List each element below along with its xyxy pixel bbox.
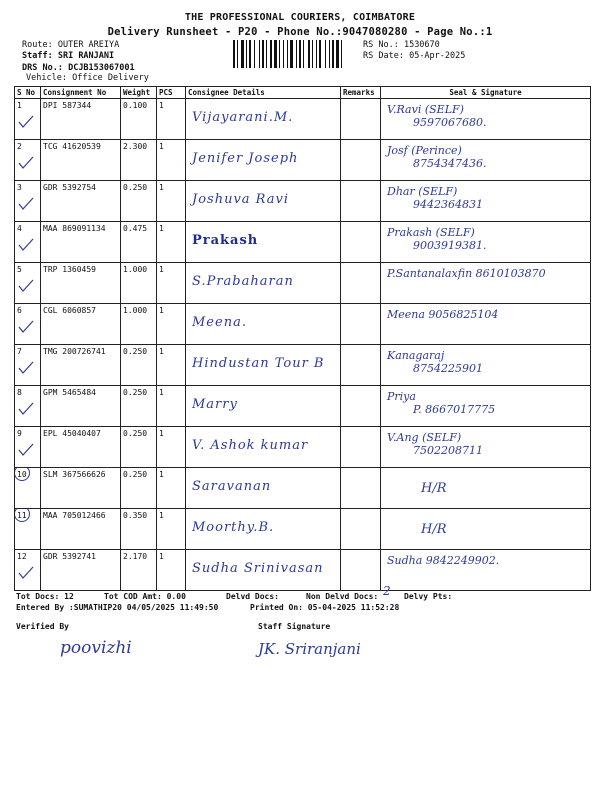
non-delivered-docs: Non Delvd Docs:	[306, 592, 379, 601]
row-weight: 0.250	[121, 427, 157, 468]
row-consignee-cell	[186, 468, 341, 509]
table-row	[15, 263, 591, 304]
table-row	[15, 550, 591, 591]
barcode-image	[233, 40, 355, 68]
row-consignee-cell	[186, 263, 341, 304]
row-remarks	[341, 181, 381, 222]
row-signature-cell	[381, 304, 591, 345]
row-sno-cell	[15, 386, 41, 427]
row-weight: 0.350	[121, 509, 157, 550]
total-docs: Tot Docs: 12	[16, 592, 74, 601]
row-consignee: V. Ashok kumar	[192, 438, 309, 453]
drs-label: DRS No.:	[22, 63, 63, 73]
delivery-points: Delvy Pts:	[404, 592, 453, 601]
total-cod: Tot COD Amt: 0.00	[104, 592, 186, 601]
row-remarks	[341, 386, 381, 427]
row-remarks	[341, 468, 381, 509]
verified-by-label: Verified By	[16, 622, 69, 631]
row-consignee: Jenifer Joseph	[192, 151, 299, 166]
row-signature	[387, 390, 495, 416]
row-sno-cell	[15, 263, 41, 304]
row-consignment-no: TRP 1360459	[41, 263, 121, 304]
table-header-row	[15, 87, 591, 99]
row-pcs: 1	[157, 550, 186, 591]
rs-no-label: RS No.:	[363, 40, 399, 50]
row-consignment-no: CGL 6060857	[41, 304, 121, 345]
signature-line-1: H/R	[421, 522, 447, 537]
rs-date-line	[363, 51, 465, 62]
check-mark-icon	[17, 443, 35, 457]
drs-value: DCJB153067001	[68, 63, 135, 73]
staff-line	[22, 51, 114, 62]
row-consignee: Prakash	[192, 233, 259, 248]
row-sno-cell	[15, 427, 41, 468]
table-row	[15, 140, 591, 181]
row-sno: 1	[17, 101, 22, 110]
row-consignment-no: MAA 869091134	[41, 222, 121, 263]
row-sno-cell	[15, 222, 41, 263]
signature-line-1: Kanagaraj	[387, 349, 445, 362]
row-pcs: 1	[157, 427, 186, 468]
rs-date-value: 05-Apr-2025	[409, 51, 466, 61]
row-consignment-no: GPM 5465484	[41, 386, 121, 427]
row-weight: 2.170	[121, 550, 157, 591]
vehicle-label: Vehicle:	[26, 73, 67, 83]
table-row	[15, 345, 591, 386]
row-weight: 0.250	[121, 468, 157, 509]
row-signature-cell	[381, 427, 591, 468]
row-signature-cell	[381, 550, 591, 591]
signature-line-2: 8754347436.	[413, 157, 487, 170]
row-sno-cell	[15, 345, 41, 386]
staff-label: Staff:	[22, 51, 53, 61]
row-consignment-no: GDR 5392741	[41, 550, 121, 591]
staff-signature: JK. Sriranjani	[258, 640, 361, 658]
row-consignee-cell	[186, 140, 341, 181]
signature-line-1: V.Ravi (SELF)	[387, 103, 464, 116]
check-mark-icon	[17, 238, 35, 252]
route-value: OUTER AREIYA	[57, 40, 120, 50]
staff-value: SRI RANJANI	[57, 51, 115, 61]
row-consignee-cell	[186, 345, 341, 386]
row-consignee-cell	[186, 222, 341, 263]
row-weight: 1.000	[121, 304, 157, 345]
row-weight: 2.300	[121, 140, 157, 181]
row-signature	[421, 482, 447, 495]
row-consignee: Vijayarani.M.	[192, 110, 294, 125]
row-consignment-no: TCG 41620539	[41, 140, 121, 181]
row-signature	[387, 185, 483, 211]
rs-no-value: 1530670	[403, 40, 440, 50]
row-sno: 12	[17, 552, 27, 561]
table-row	[15, 386, 591, 427]
table-row	[15, 509, 591, 550]
delivered-docs: Delvd Docs:	[226, 592, 279, 601]
row-consignment-no: MAA 705012466	[41, 509, 121, 550]
col-header-sno: S No	[15, 87, 41, 99]
row-consignee: Saravanan	[192, 479, 272, 494]
row-consignee-cell	[186, 99, 341, 140]
signature-line-2: 9597067680.	[413, 116, 487, 129]
circle-mark	[15, 509, 31, 523]
row-sno: 8	[17, 388, 22, 397]
col-header-signature: Seal & Signature	[381, 87, 591, 99]
delivery-table	[14, 86, 591, 591]
rs-no-line	[363, 40, 440, 51]
row-remarks	[341, 550, 381, 591]
row-sno-cell	[15, 181, 41, 222]
signature-line-1: H/R	[421, 481, 447, 496]
row-pcs: 1	[157, 345, 186, 386]
entered-by: Entered By :SUMATHIP20 04/05/2025 11:49:50	[16, 603, 219, 612]
row-consignee-cell	[186, 386, 341, 427]
table-row	[15, 427, 591, 468]
row-consignment-no: TMG 200726741	[41, 345, 121, 386]
row-signature-cell	[381, 468, 591, 509]
row-consignee-cell	[186, 181, 341, 222]
route-line	[22, 40, 119, 51]
row-signature-cell	[381, 99, 591, 140]
row-consignee: Joshuva Ravi	[192, 192, 290, 207]
signature-line-1: Prakash (SELF)	[387, 226, 475, 239]
row-sno: 3	[17, 183, 22, 192]
row-sno-cell	[15, 468, 41, 509]
row-signature	[387, 226, 486, 252]
runsheet-subtitle: Delivery Runsheet - P20 - Phone No.:9047080280 - Page No.:1	[107, 26, 493, 38]
row-consignee: Moorthy.B.	[192, 520, 275, 535]
signature-line-1: Meena 9056825104	[387, 308, 499, 321]
col-header-consignee: Consignee Details	[186, 87, 341, 99]
row-pcs: 1	[157, 181, 186, 222]
row-signature	[421, 523, 447, 536]
check-mark-icon	[17, 320, 35, 334]
row-consignment-no: EPL 45040407	[41, 427, 121, 468]
row-remarks	[341, 140, 381, 181]
row-remarks	[341, 427, 381, 468]
signature-line-2: 7502208711	[413, 444, 483, 457]
row-signature-cell	[381, 386, 591, 427]
check-mark-icon	[17, 361, 35, 375]
row-pcs: 1	[157, 99, 186, 140]
row-signature	[387, 554, 499, 567]
row-signature	[387, 103, 486, 129]
signature-line-1: Josf (Perince)	[387, 144, 462, 157]
row-signature-cell	[381, 263, 591, 304]
check-mark-icon	[17, 402, 35, 416]
row-remarks	[341, 509, 381, 550]
col-header-remarks: Remarks	[341, 87, 381, 99]
row-weight: 0.250	[121, 345, 157, 386]
signature-line-1: Sudha 9842249902.	[387, 554, 500, 567]
row-remarks	[341, 99, 381, 140]
row-consignee: Hindustan Tour B	[192, 356, 325, 371]
row-sno: 2	[17, 142, 22, 151]
row-consignee: Marry	[192, 397, 238, 412]
signature-line-1: P.Santanalaxfin 8610103870	[387, 267, 546, 280]
row-weight: 0.250	[121, 181, 157, 222]
route-label: Route:	[22, 40, 53, 50]
signature-line-2: 8754225901	[413, 362, 483, 375]
row-consignee-cell	[186, 509, 341, 550]
row-signature-cell	[381, 140, 591, 181]
row-sno-cell	[15, 509, 41, 550]
row-signature	[387, 349, 483, 375]
circle-mark	[15, 468, 31, 482]
row-consignment-no: DPI 587344	[41, 99, 121, 140]
row-pcs: 1	[157, 304, 186, 345]
row-signature	[387, 431, 483, 457]
col-header-weight: Weight	[121, 87, 157, 99]
row-pcs: 1	[157, 263, 186, 304]
non-delivered-count: 2	[383, 584, 391, 598]
row-sno: 10	[17, 470, 27, 479]
col-header-pcs: PCS	[157, 87, 186, 99]
rs-date-label: RS Date:	[363, 51, 404, 61]
check-mark-icon	[17, 279, 35, 293]
row-signature-cell	[381, 222, 591, 263]
row-weight: 0.475	[121, 222, 157, 263]
row-consignment-no: SLM 367566626	[41, 468, 121, 509]
row-sno: 7	[17, 347, 22, 356]
row-weight: 0.100	[121, 99, 157, 140]
signature-line-1: Priya	[387, 390, 416, 403]
verified-by-signature: poovizhi	[60, 638, 132, 658]
row-pcs: 1	[157, 222, 186, 263]
row-consignment-no: GDR 5392754	[41, 181, 121, 222]
row-consignee-cell	[186, 550, 341, 591]
row-sno: 5	[17, 265, 22, 274]
row-weight: 1.000	[121, 263, 157, 304]
staff-signature-label: Staff Signature	[258, 622, 331, 631]
company-title: THE PROFESSIONAL COURIERS, COIMBATORE	[184, 12, 416, 23]
row-sno-cell	[15, 550, 41, 591]
row-remarks	[341, 304, 381, 345]
printed-on: Printed On: 05-04-2025 11:52:28	[250, 603, 400, 612]
row-sno: 9	[17, 429, 22, 438]
row-signature-cell	[381, 509, 591, 550]
row-consignee: S.Prabaharan	[192, 274, 294, 289]
row-remarks	[341, 345, 381, 386]
table-row	[15, 468, 591, 509]
table-row	[15, 99, 591, 140]
signature-line-1: V.Ang (SELF)	[387, 431, 462, 444]
check-mark-icon	[17, 566, 35, 580]
row-pcs: 1	[157, 140, 186, 181]
vehicle-value: Office Delivery	[72, 73, 149, 83]
row-sno: 11	[17, 511, 27, 520]
row-signature	[387, 308, 498, 321]
table-row	[15, 222, 591, 263]
row-signature-cell	[381, 345, 591, 386]
signature-line-2: 9442364831	[413, 198, 483, 211]
vehicle-line	[26, 73, 149, 84]
row-sno: 6	[17, 306, 22, 315]
check-mark-icon	[17, 156, 35, 170]
row-signature-cell	[381, 181, 591, 222]
row-signature	[387, 267, 546, 280]
check-mark-icon	[17, 197, 35, 211]
row-consignee-cell	[186, 304, 341, 345]
signature-line-2: P. 8667017775	[413, 403, 496, 416]
signature-line-1: Dhar (SELF)	[387, 185, 458, 198]
row-sno-cell	[15, 99, 41, 140]
row-sno-cell	[15, 304, 41, 345]
row-consignee: Meena.	[192, 315, 247, 330]
row-remarks	[341, 222, 381, 263]
row-consignee-cell	[186, 427, 341, 468]
row-remarks	[341, 263, 381, 304]
row-pcs: 1	[157, 468, 186, 509]
row-signature	[387, 144, 486, 170]
row-consignee: Sudha Srinivasan	[192, 561, 324, 576]
check-mark-icon	[17, 115, 35, 129]
row-pcs: 1	[157, 386, 186, 427]
signature-line-2: 9003919381.	[413, 239, 487, 252]
row-sno-cell	[15, 140, 41, 181]
row-pcs: 1	[157, 509, 186, 550]
table-row	[15, 304, 591, 345]
row-weight: 0.250	[121, 386, 157, 427]
col-header-consignment: Consignment No	[41, 87, 121, 99]
row-sno: 4	[17, 224, 22, 233]
table-row	[15, 181, 591, 222]
